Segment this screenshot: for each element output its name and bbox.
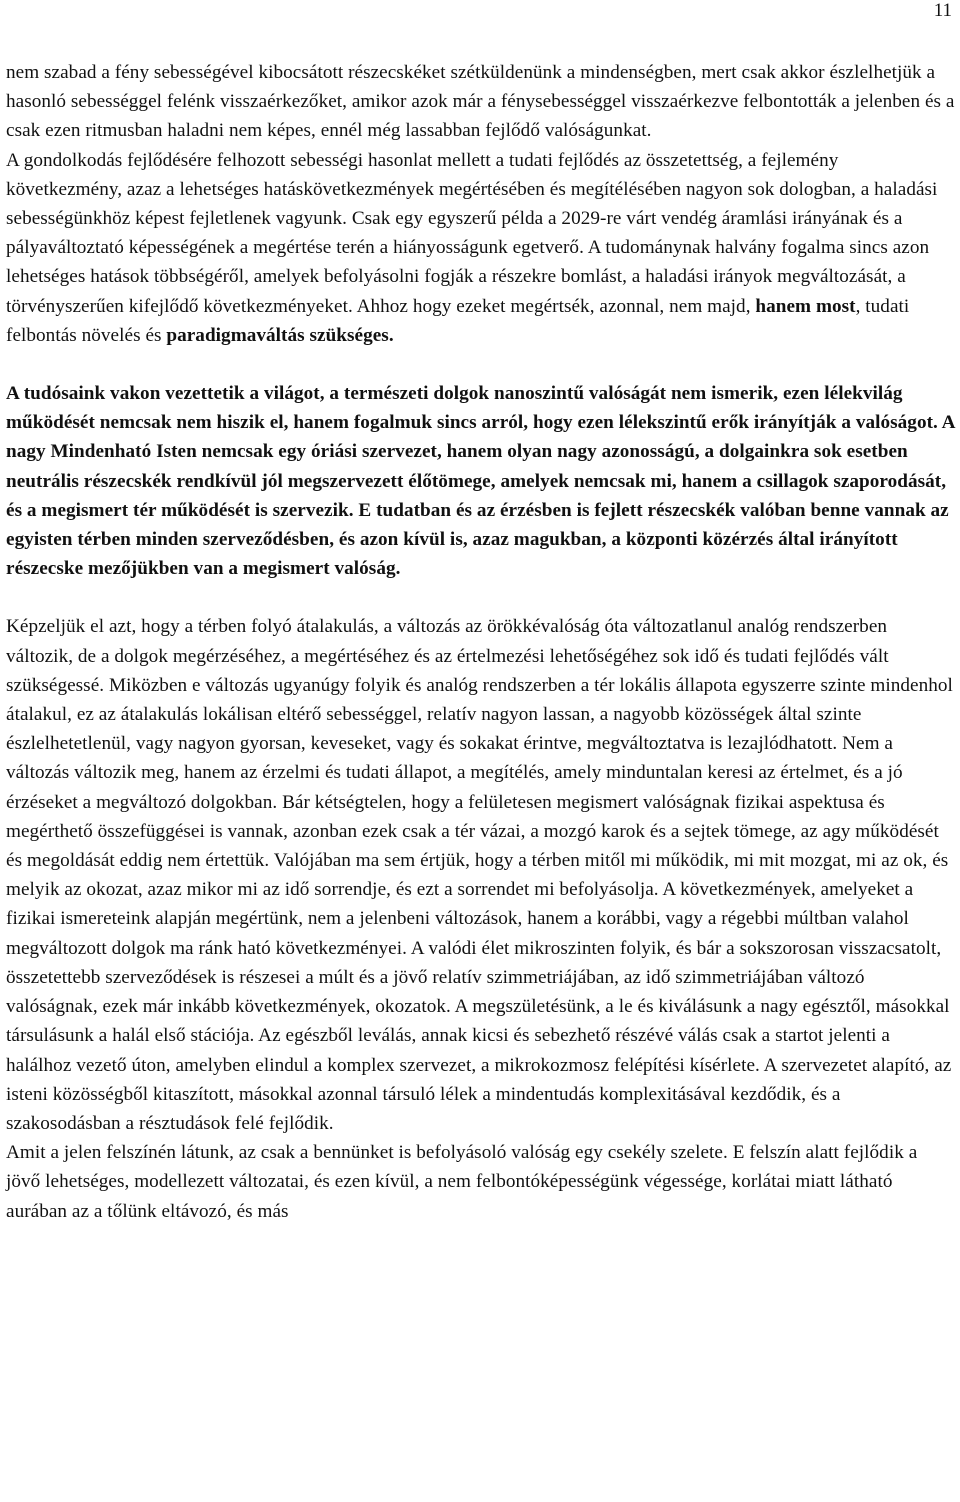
paragraph-2-bold-a: hanem most [755,295,856,317]
paragraph-4: Képzeljük el azt, hogy a térben folyó átalakulás, a változás az örökkévalóság óta változatlanul analóg rendszerben változik, de a dolgok megérzéséhez, a megértéséhez és az értelmezési lehetőségéhez sok idő és tudati fejlődés vált szükségessé. Miközben e változás ugyanúgy folyik és analóg rendszerben a tér lokális állapota egyszerre szinte mindenhol átalakul, ez az átalakulás lokálisan eltérő sebességgel, relatív nagyon lassan, a nagyobb közösségek által szinte észlelhetetlenül, vagy nagyon gyorsan, keveseket, vagy és sokakat érintve, megváltoztatva is lezajlódhatott. Nem a változás változik meg, hanem az érzelmi és tudati állapot, a megítélés, amely minduntalan keresi az értelmet, és a jó érzéseket a megváltozó dolgokban. Bár kétségtelen, hogy a felületesen megismert valóságnak fizikai aspektusa és megérthető összefüggései is vannak, azonban ezek csak a tér vázai, a mozgó karok és a sejtek tömege, az agy működését és megoldását eddig nem értettük. Valójában ma sem értjük, hogy a térben mitől mi működik, mi mit mozgat, mi az ok, és melyik az okozat, azaz mikor mi az idő sorrendje, és ezt a sorrendet mi befolyásolja. A következmények, amelyeket a fizikai ismereteink alapján megértünk, nem a jelenbeni változások, hanem a korábbi, vagy a régebbi múltban valahol megváltozott dolgok ma ránk ható következményei. A valódi élet mikroszinten folyik, és bár a sokszorosan visszacsatolt, összetettebb szerveződések is részesei a múlt és a jövő relatív szimmetriájában, az idő szimmetriájában változó valóságnak, ezek már inkább következmények, okozatok. A megszületésünk, a le és kiválásunk a nagy egésztől, másokkal társulásunk a halál első stációja. Az egészből leválás, annak kicsi és sebezhető részévé válás csak a startot jelenti a halálhoz vezető úton, amelyben elindul a komplex szervezet, a mikrokozmosz felépítési kísérlete. A szervezetet alapító, az isteni közösségből kitaszított, másokkal azonnal társuló lélek a mindentudás komplexitásával kezdődik, és a szakosodásban a résztudások felé fejlődik. [6,616,953,1134]
document-body [6,58,956,1226]
paragraph-3-text: A tudósaink vakon vezettetik a világot, a természeti dolgok nanoszintű valóságát nem ismerik, ezen lélekvilág működését nemcsak nem hiszik el, hanem fogalmuk sincs arról, hogy ezen lélekszintű erők irányítják a valóságot. A nagy Mindenható Isten nemcsak egy óriási szervezet, hanem olyan nagy azonosságú, a dolgainkra sok esetben neutrális részecskék rendkívül jól megszervezett élőtömege, amelyek nemcsak mi, hanem a csillagok szaporodását, és a megismert tér működését is szervezik. E tudatban és az érzésben is fejlett részecskék valóban benne vannak az egyisten térben minden szerveződésben, és azon kívül is, azaz magukban, a központi közérzés által irányított részecske mezőjükben van a megismert valóság. [6,383,955,580]
paragraph-5: Amit a jelen felszínén látunk, az csak a bennünket is befolyásoló valóság egy csekély szelete. E felszín alatt fejlődik a jövő lehetséges, modellezett változatai, és ezen kívül, a nem felbontóképességünk végessége, korlátai miatt látható aurában az a tőlünk eltávozó, és más [6,1142,918,1222]
paragraph-2 [6,146,956,350]
paragraph-1: nem szabad a fény sebességével kibocsátott részecskéket szétküldenünk a mindenségben, mert csak akkor észlelhetjük a hasonló sebességgel felénk visszaérkezőket, amikor azok már a fénysebességgel visszaérkezve felbontották a jelenben és a csak ezen ritmusban haladni nem képes, ennél még lassabban fejlődő valóságunkat. [6,62,955,142]
paragraph-2-bold-b: paradigmaváltás szükséges. [166,324,394,346]
paragraph-3-bold [6,379,956,583]
paragraph-2-text-b: , tudati felbontás növelés és [6,295,910,346]
paragraph-2-text-a: A gondolkodás fejlődésére felhozott sebességi hasonlat mellett a tudati fejlődés az összetettség, a fejlemény következmény, azaz a lehetséges hatáskövetkezmények megértésében és megítélésében nagyon sok dologban, a haladási sebességünkhöz képest fejletlenek vagyunk. Csak egy egyszerű példa a 2029-re várt vendég áramlási irányának és a pályaváltoztató képességének a megértése terén a hiányosságunk egetverő. A tudománynak halvány fogalma sincs azon lehetséges hatások többségéről, amelyek befolyásolni fogják a részekre bomlást, a haladási irányok megváltozását, a törvényszerűen kifejlődő következményeket. Ahhoz hogy ezeket megértsék, azonnal, nem majd, [6,149,938,317]
page-number: 11 [933,0,952,21]
